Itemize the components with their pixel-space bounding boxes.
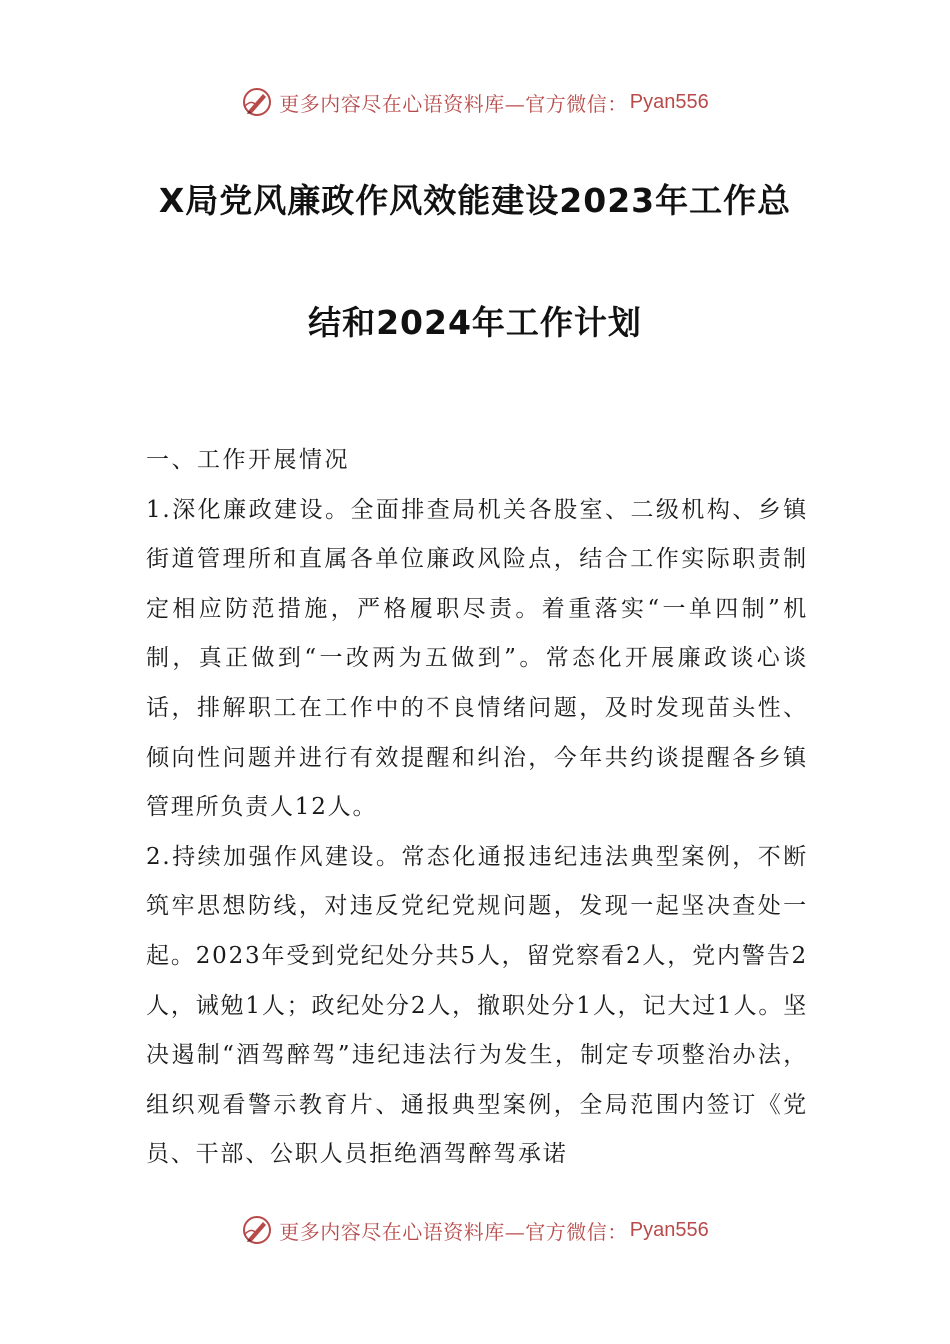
watermark-footer bbox=[0, 1210, 950, 1250]
document-body bbox=[146, 436, 808, 1180]
paragraph-2: 2.持续加强作风建设。常态化通报违纪违法典型案例，不断筑牢思想防线，对违反党纪党规问题，发现一起坚决查处一起。2023年受到党纪处分共5人，留党察看2人，党内警告2人，诫勉1人；政纪处分2人，撤职处分1人，记大过1人。坚决遏制“酒驾醉驾”违纪违法行为发生，制定专项整治办法，组织观看警示教育片、通报典型案例，全局范围内签订《党员、干部、公职人员拒绝酒驾醉驾承诺 bbox=[146, 843, 808, 1168]
watermark-header bbox=[0, 82, 950, 122]
pen-logo-icon bbox=[241, 86, 273, 118]
watermark-wechat-id: Pyan556 bbox=[629, 1218, 709, 1241]
watermark-text: 更多内容尽在心语资料库—官方微信： bbox=[279, 91, 628, 116]
pen-logo-icon bbox=[241, 1214, 273, 1246]
document-title-line2: 结和2024年工作计划 bbox=[308, 303, 642, 342]
watermark-wechat-id: Pyan556 bbox=[629, 90, 709, 113]
paragraph-1: 1.深化廉政建设。全面排查局机关各股室、二级机构、乡镇街道管理所和直属各单位廉政风险点，结合工作实际职责制定相应防范措施，严格履职尽责。着重落实“一单四制”机制，真正做到“一改两为五做到”。常态化开展廉政谈心谈话，排解职工在工作中的不良情绪问题，及时发现苗头性、倾向性问题并进行有效提醒和纠治，今年共约谈提醒各乡镇管理所负责人12人。 bbox=[146, 496, 808, 821]
section-heading: 一、工作开展情况 bbox=[146, 447, 350, 473]
watermark-text: 更多内容尽在心语资料库—官方微信： bbox=[279, 1219, 628, 1244]
document-title-line1: X局党风廉政作风效能建设2023年工作总 bbox=[158, 181, 792, 220]
